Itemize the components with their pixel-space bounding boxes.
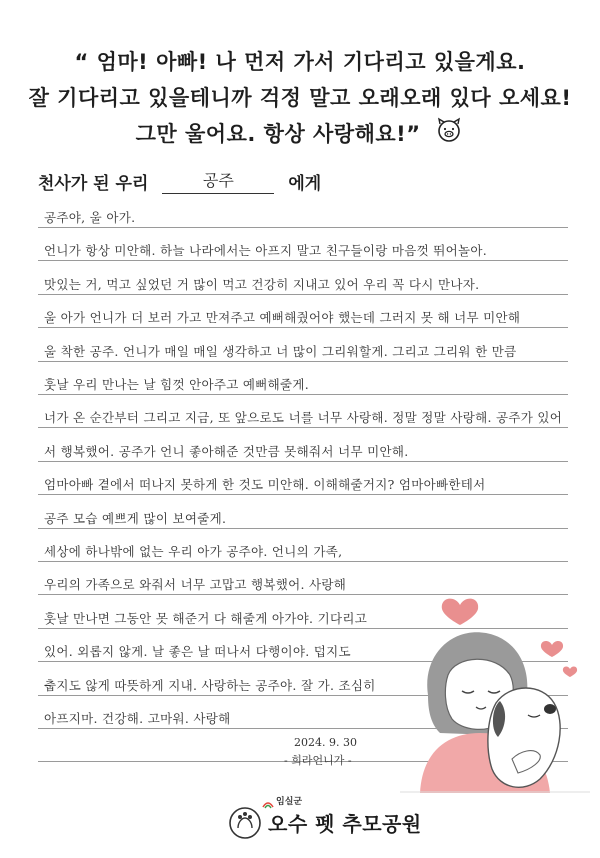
county-label: 임실군 <box>276 797 303 807</box>
letter-line: 너가 온 순간부터 그리고 지금, 또 앞으로도 너를 너무 사랑해. 정말 정말 사랑해. 공주가 있어 <box>44 410 563 426</box>
letter-line: 춥지도 않게 따뜻하게 지내. 사랑하는 공주야. 잘 가. 조심히 <box>44 677 376 693</box>
ruled-line <box>38 394 568 395</box>
letter-line: 아프지마. 건강해. 고마워. 사랑해 <box>44 711 231 726</box>
letter-line: 세상에 하나밖에 없는 우리 아가 공주야. 언니의 가족, <box>44 544 343 559</box>
ruled-line <box>38 528 568 529</box>
letter-line: 언니가 항상 미안해. 하늘 나라에서는 아프지 말고 친구들이랑 마음껏 뛰어놀아. <box>44 243 488 259</box>
letter-line: 우리의 가족으로 와줘서 너무 고맙고 행복했어. 사랑해 <box>44 577 347 593</box>
addressee-prefix: 천사가 된 우리 <box>38 174 149 194</box>
addressee-row <box>38 160 321 194</box>
ruled-line <box>38 427 568 428</box>
letter-line: 엄마아빠 곁에서 떠나지 못하게 한 것도 미안해. 이해해줄거지? 엄마아빠한테서 <box>44 477 486 493</box>
addressee-name-field <box>162 168 274 194</box>
letter-line: 있어. 외롭지 않게. 날 좋은 날 떠나서 다행이야. 덥지도 <box>44 644 351 660</box>
letter-line: 울 착한 공주. 언니가 매일 매일 생각하고 너 많이 그리워할게. 그리고 그리워 한 만큼 <box>44 343 517 359</box>
ruled-line <box>38 294 568 295</box>
letter-line: 훗날 우리 만나는 날 힘껏 안아주고 예뻐해줄게. <box>44 377 310 392</box>
ruled-line <box>38 461 568 462</box>
ruled-line <box>38 361 568 362</box>
paw-logo-icon <box>228 806 262 844</box>
ruled-line <box>38 494 568 495</box>
brand-name: 오수 펫 추모공원 <box>268 812 422 836</box>
quote-line-1: “ 엄마! 아빠! 나 먼저 가서 기다리고 있을게요. <box>74 50 526 74</box>
letter-line: 공주야, 울 아가. <box>44 210 136 225</box>
ruled-line <box>38 260 568 261</box>
quote-header <box>0 44 600 154</box>
signoff-date: 2024. 9. 30 <box>294 736 357 749</box>
heart-icon-small <box>541 641 577 677</box>
addressee-suffix: 에게 <box>288 174 322 194</box>
ruled-line <box>38 561 568 562</box>
heart-icon <box>442 599 478 625</box>
ruled-line <box>38 227 568 228</box>
letter-line: 공주 모습 예쁘게 많이 보여줄게. <box>44 510 227 526</box>
quote-line-3: 그만 울어요. 항상 사랑해요!” <box>135 122 421 146</box>
pig-face-icon <box>434 117 464 154</box>
ruled-line <box>38 327 568 328</box>
quote-line-2: 잘 기다리고 있을테니까 걱정 말고 오래오래 있다 오세요! <box>28 86 572 110</box>
letter-line: 서 행복했어. 공주가 언니 좋아해준 것만큼 못해줘서 너무 미안해. <box>44 443 409 459</box>
hug-illustration <box>400 583 590 793</box>
footer <box>0 790 600 850</box>
letter-line: 맛있는 거, 먹고 싶었던 거 많이 먹고 건강히 지내고 있어 우리 꼭 다시 만나자. <box>44 276 480 292</box>
letter-line: 울 아가 언니가 더 보러 가고 만져주고 예뻐해줬어야 했는데 그러지 못 해 너무 미안해 <box>44 310 521 326</box>
letter-line: 훗날 만나면 그동안 못 해준거 다 해줄게 아가야. 기다리고 <box>44 610 368 626</box>
quote-line-3-wrap <box>0 116 600 154</box>
addressee-name: 공주 <box>202 171 234 190</box>
signoff-signature: - 희라언니가 - <box>284 754 352 767</box>
